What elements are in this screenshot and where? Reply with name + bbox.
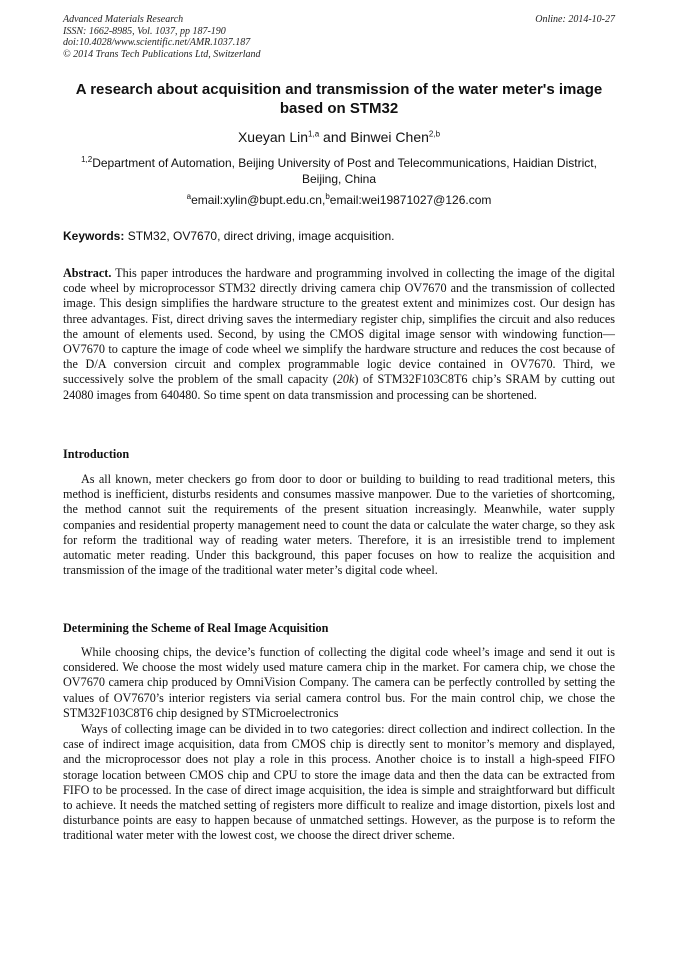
- affiliation-sup: 1,2: [81, 155, 93, 164]
- author-line: [63, 128, 615, 146]
- abstract-text-2: ) of STM32F103C8T6 chip’s SRAM by cutting out 24080 images from 640480. So time spent on data transmission and processing can be shortened.: [63, 372, 615, 402]
- author-conjunction: and: [319, 129, 351, 145]
- scheme-heading: Determining the Scheme of Real Image Acquisition: [63, 621, 329, 635]
- email-b: email:wei19871027@126.com: [329, 193, 492, 207]
- issn-line: ISSN: 1662-8985, Vol. 1037, pp 187-190: [63, 25, 226, 37]
- affiliation: [63, 155, 615, 187]
- email-a-sup: a: [186, 192, 192, 201]
- abstract-italic: 20k: [336, 372, 355, 387]
- author-1: Xueyan Lin: [237, 129, 309, 145]
- copyright-line: © 2014 Trans Tech Publications Ltd, Switzerland: [63, 48, 261, 60]
- author-2-sup: 2,b: [428, 129, 441, 139]
- introduction-heading: Introduction: [63, 447, 130, 461]
- doi-line: doi:10.4028/www.scientific.net/AMR.1037.187: [63, 37, 251, 48]
- abstract-text-1: This paper introduces the hardware and programming involved in collecting the image of the digital code wheel by microprocessor STM32 directly driving camera chip OV7670 and the transmission of collected image. This design simplifies the hardware structure to the greatest extent and minimizes cost. Our design has three advantages. Fist, direct driving saves the intermediary register chip, simplifies the circuit and also reduces the amount of elements used. Second, by using the CMOS digital image sensor with windowing function—OV7670 to capture the image of code wheel we simplify the hardware structure and reduces the cost because of the D/A conversion circuit and complex programmable logic device contained in OV7670. Third, we successively solve the problem of the small capacity (: [63, 266, 615, 387]
- scheme-paragraph-2: Ways of collecting image can be divided in to two categories: direct collection and indirect collection. In the case of indirect image acquisition, data from CMOS chip is directly sent to monitor’s memory and displayed, and the microprocessor does not play a role in this process. Another choice is to install a high-speed FIFO storage location between CMOS chip and CPU to store the image data and then the data can be extracted from FIFO to be processed. In the case of direct image acquisition, the idea is simple and straightforward but difficult to achieve. It needs the matched setting of registers more difficult to realize and image distortion, pixels lost and disturbance points are easy to happen because of unmatched settings. However, as the purpose is to reform the traditional water meter with the lowest cost, we choose the direct driver scheme.: [63, 722, 615, 843]
- journal-name: Advanced Materials Research: [63, 14, 184, 25]
- abstract-label: Abstract.: [63, 266, 112, 280]
- online-date: Online: 2014-10-27: [535, 14, 615, 25]
- email-a: email:xylin@bupt.edu.cn,: [191, 193, 326, 207]
- paper-title: A research about acquisition and transmission of the water meter's image based on STM32: [75, 81, 603, 117]
- abstract: [63, 266, 615, 403]
- keywords: [63, 228, 615, 244]
- introduction-paragraph: As all known, meter checkers go from door to door or building to building to read traditional meters, this method is inefficient, disturbs residents and consumes massive manpower. Due to the varieties of shortcoming, the method cannot suit the requirements of the present situation increasingly. Meanwhile, water supply companies and residential property management need to count the data or calculate the water charge, so they ask for reform the traditional way of reading water meters. Therefore, it is an irresistible trend to implement automatic meter reading. Under this background, this paper focuses on how to realize the acquisition and transmission of the image of the traditional water meter’s digital code wheel.: [63, 472, 615, 578]
- author-1-sup: 1,a: [308, 129, 320, 139]
- author-emails: [63, 192, 615, 208]
- author-2: Binwei Chen: [350, 129, 429, 145]
- keywords-text: STM32, OV7670, direct driving, image acquisition.: [124, 229, 395, 243]
- affiliation-text: Department of Automation, Beijing University of Post and Telecommunications, Haidian District, Beijing, China: [92, 156, 597, 186]
- keywords-label: Keywords:: [63, 229, 125, 243]
- scheme-paragraph-1: While choosing chips, the device’s function of collecting the digital code wheel’s image and send it out is considered. We choose the most widely used mature camera chip in the market. For camera chip, we chose the OV7670 camera chip produced by OmniVision Company. The camera can be perfectly controlled by setting the values of OV7670’s interior registers via serial camera control bus. For the main control chip, we chose the STM32F103C8T6 chip designed by STMicroelectronics: [63, 645, 615, 720]
- email-b-sup: b: [325, 192, 330, 201]
- journal-header: [63, 14, 615, 60]
